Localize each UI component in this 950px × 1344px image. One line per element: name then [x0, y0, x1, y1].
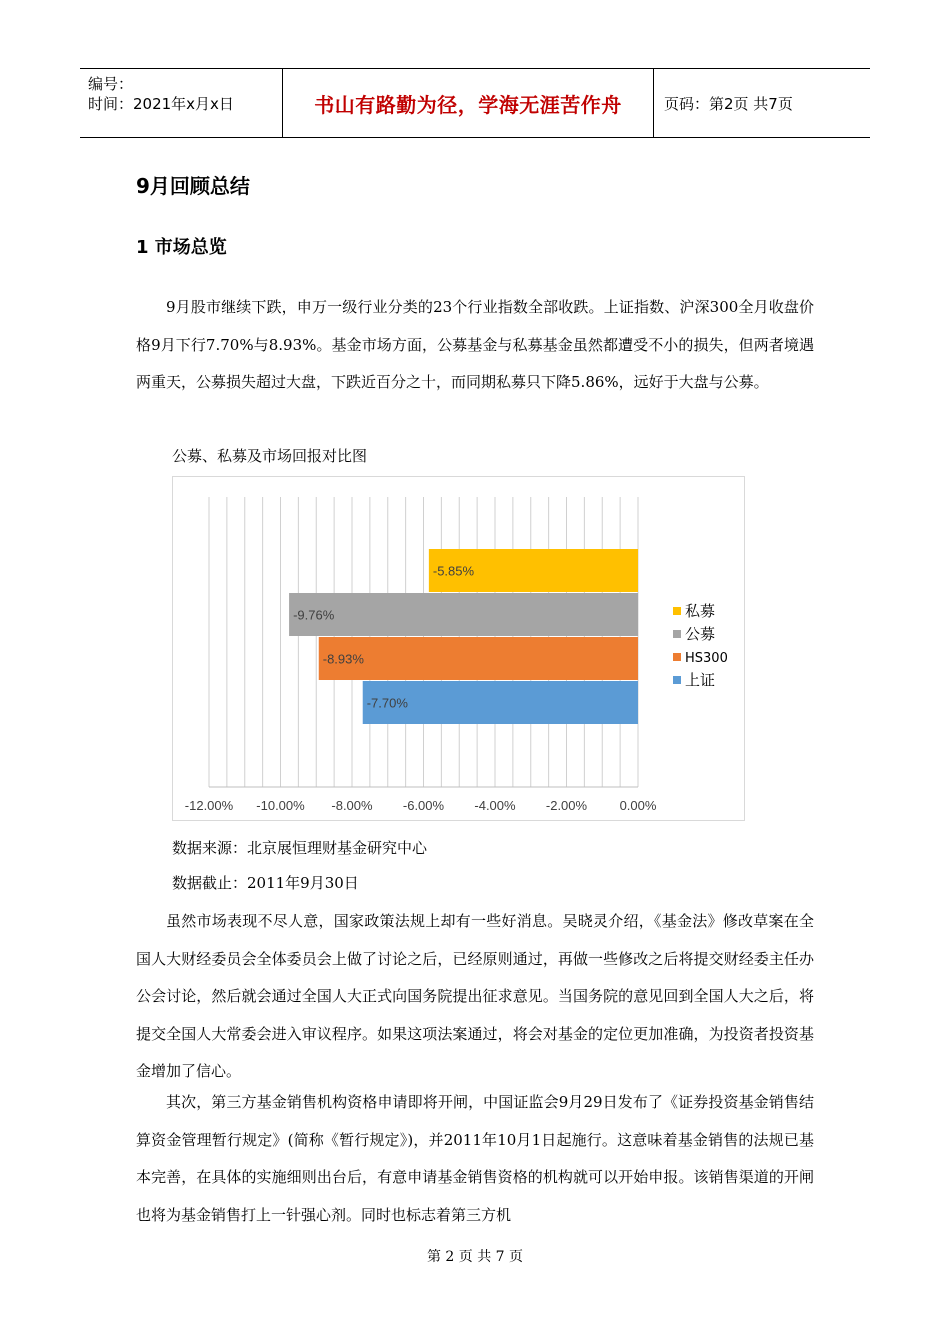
number-label: 编号： [88, 75, 134, 93]
x-tick-label: -2.00% [545, 798, 588, 813]
time-label: 时间：2021年x月x日 [88, 95, 234, 113]
legend-swatch [673, 607, 681, 615]
header-meta [80, 69, 282, 137]
paragraph-policy: 虽然市场表现不尽人意，国家政策法规上却有一些好消息。吴晓灵介绍，《基金法》修改草案在全国人大财经委员会全体委员会上做了讨论之后，已经原则通过，再做一些修改之后将提交财经委主任办公会讨论，然后就会通过全国人大正式向国务院提出征求意见。当国务院的意见回到全国人大之后，将提交全国人大常委会进入审议程序。如果这项法案通过，将会对基金的定位更加准确，为投资者投资基金增加了信心。 [136, 912, 814, 1080]
bar-data-label: -8.93% [322, 651, 364, 667]
page-label: 页码：第2页 共7页 [664, 94, 793, 113]
legend-label: 私募 [685, 602, 716, 620]
legend-label: HS300 [685, 651, 728, 666]
header-table [80, 68, 870, 138]
paragraph-market-overview: 9月股市继续下跌，申万一级行业分类的23个行业指数全部收跌。上证指数、沪深300全月收盘价格9月下行7.70%与8.93%。基金市场方面，公募基金与私募基金虽然都遭受不小的损失，但两者境遇两重天，公募损失超过大盘，下跌近百分之十，而同期私募只下降5.86%，远好于大盘与公募。 [136, 298, 814, 391]
legend-label: 公募 [685, 625, 716, 643]
returns-chart [172, 476, 745, 821]
data-source: 数据来源：北京展恒理财基金研究中心 [172, 839, 428, 857]
header-motto-cell [282, 69, 654, 137]
x-tick-label: -8.00% [331, 798, 373, 813]
chart-caption: 公募、私募及市场回报对比图 [172, 447, 368, 465]
x-tick-label: -6.00% [402, 798, 445, 813]
bar-data-label: -7.70% [366, 695, 408, 711]
motto-text: 书山有路勤为径，学海无涯苦作舟 [314, 92, 622, 117]
x-tick-label: -4.00% [474, 798, 516, 813]
legend-label: 上证 [685, 671, 716, 689]
section-title: 9月回顾总结 [136, 174, 250, 198]
subsection-title: 1 市场总览 [136, 237, 227, 258]
bar-公募 [289, 593, 638, 636]
legend-swatch [673, 676, 681, 684]
legend-swatch [673, 630, 681, 638]
x-tick-label: 0.00% [619, 798, 657, 813]
bar-data-label: -9.76% [293, 607, 335, 623]
bar-HS300 [319, 637, 638, 680]
legend-swatch [673, 653, 681, 661]
x-tick-label: -12.00% [184, 798, 234, 813]
data-cutoff: 数据截止：2011年9月30日 [172, 874, 359, 892]
bar-data-label: -5.85% [432, 563, 475, 579]
page-footer: 第 2 页 共 7 页 [426, 1249, 524, 1265]
x-tick-label: -10.00% [256, 798, 305, 813]
returns-chart-svg [173, 477, 746, 822]
paragraph-third-party: 其次，第三方基金销售机构资格申请即将开闸，中国证监会9月29日发布了《证券投资基金销售结算资金管理暂行规定》(简称《暂行规定》)，并2011年10月1日起施行。这意味着基金销售的法规已基本完善，在具体的实施细则出台后，有意申请基金销售资格的机构就可以开始申报。该销售渠道的开闸也将为基金销售打上一针强心剂。同时也标志着第三方机 [136, 1093, 814, 1224]
